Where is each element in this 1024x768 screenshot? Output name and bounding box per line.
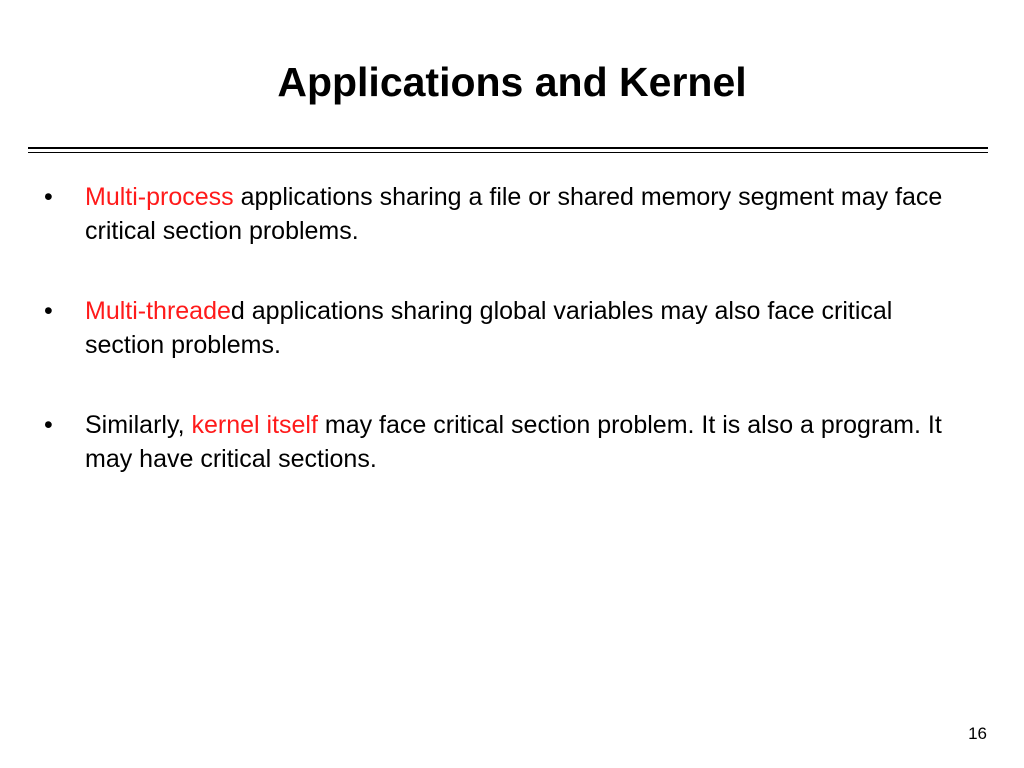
bullet-marker: • bbox=[44, 411, 53, 439]
highlighted-term: Multi-threade bbox=[85, 297, 231, 325]
title-divider-top bbox=[28, 147, 988, 149]
slide-title: Applications and Kernel bbox=[277, 59, 747, 105]
highlighted-term: kernel itself bbox=[191, 411, 318, 439]
page-number: 16 bbox=[968, 724, 987, 743]
bullet-text: applications sharing a file or shared memory segment may face critical section problems. bbox=[85, 183, 943, 245]
bullet-item-multi-threaded bbox=[0, 294, 1024, 362]
bullet-marker: • bbox=[44, 297, 53, 325]
bullet-prefix: Similarly, bbox=[85, 411, 192, 439]
bullet-item-multi-process bbox=[0, 180, 1024, 248]
highlighted-term: Multi-process bbox=[85, 183, 234, 211]
title-divider-bottom bbox=[28, 152, 988, 153]
bullet-text: d applications sharing global variables may also face critical section problems. bbox=[85, 297, 893, 359]
bullet-item-kernel bbox=[0, 408, 1024, 476]
bullet-text: may face critical section problem. It is also a program. It may have critical sections. bbox=[85, 411, 942, 473]
bullet-list bbox=[0, 180, 1024, 522]
bullet-marker: • bbox=[44, 183, 53, 211]
